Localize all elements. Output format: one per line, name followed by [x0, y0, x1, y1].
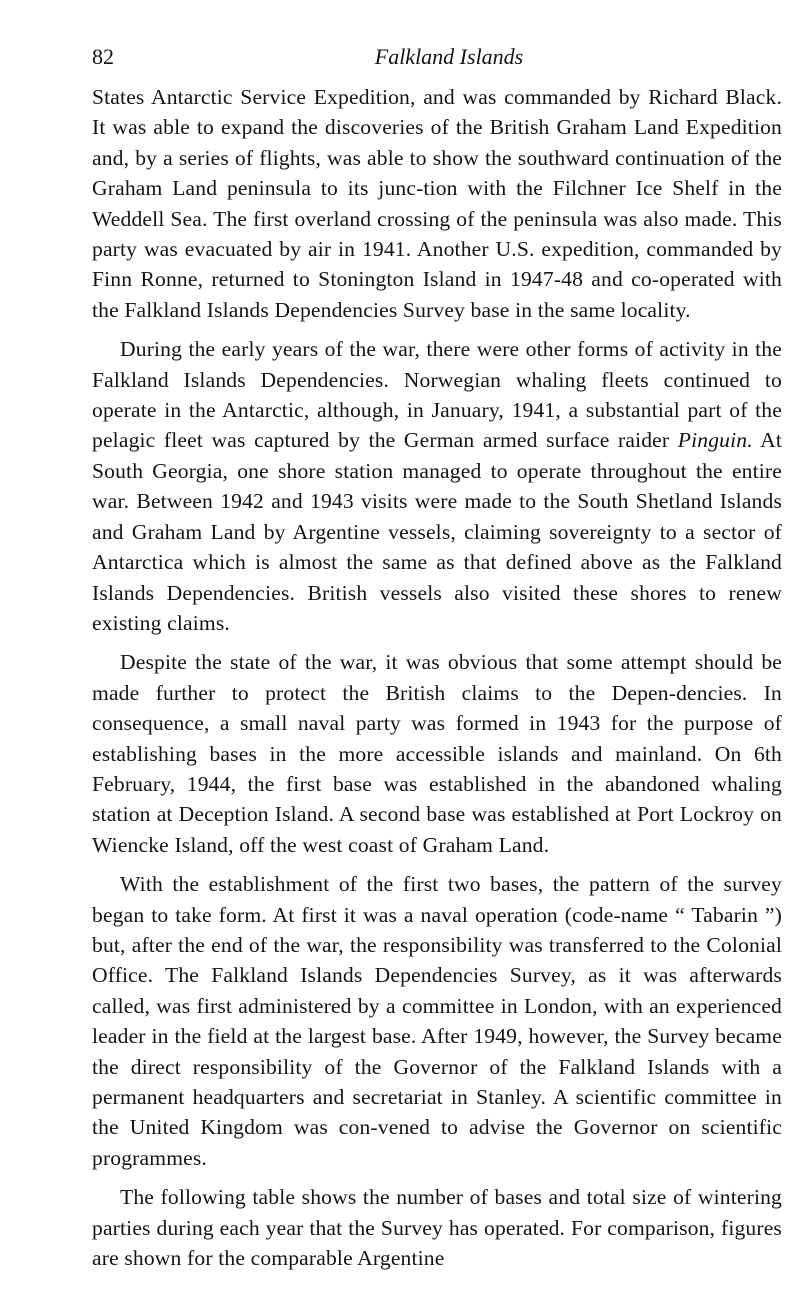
- paragraph-text: At South Georgia, one shore station managed to operate throughout the entire war. Between 1942 and 1943 visits were made to the South Shetland Islands and Graham Land by Argentine vessels, claiming sovereignty to a sector of Antarctica which is almost the same as that defined above as the Falkland Islands Dependencies. British vessels also visited these shores to renew existing claims.: [92, 428, 782, 635]
- paragraph-war-activity: [92, 334, 782, 638]
- body-text: [92, 82, 782, 1282]
- ship-name-italic: Pinguin.: [677, 428, 753, 453]
- running-head: [92, 44, 782, 78]
- paragraph-continuation: States Antarctic Service Expedition, and was commanded by Richard Black. It was able to expand the discoveries of the British Graham Land Expedition and, by a series of flights, was able to show the southward continuation of the Graham Land peninsula to its junc-tion with the Filchner Ice Shelf in the Weddell Sea. The first overland crossing of the peninsula was also made. This party was evacuated by air in 1941. Another U.S. expedition, commanded by Finn Ronne, returned to Stonington Island in 1947-48 and co-operated with the Falkland Islands Dependencies Survey base in the same locality.: [92, 85, 782, 322]
- book-title: Falkland Islands: [374, 44, 524, 69]
- paragraph-table-intro: The following table shows the number of bases and total size of wintering parties during each year that the Survey has operated. For comparison, figures are shown for the comparable Argentine: [92, 1185, 782, 1271]
- paragraph-text: During the early years of the war, there were other forms of activity in the Falkland Islands Dependencies. Norwegian whaling fleets continued to operate in the Antarctic, although, in January, 1941, a substantial part of the pelagic fleet was captured by the German armed surface raider: [92, 337, 782, 453]
- page-number: 82: [92, 44, 114, 69]
- paragraph-survey-establishment: With the establishment of the first two bases, the pattern of the survey began to take form. At first it was a naval operation (code-name “ Tabarin ”) but, after the end of the war, the responsibility was transferred to the Colonial Office. The Falkland Islands Dependencies Survey, as it was afterwards called, was first administered by a committee in London, with an experienced leader in the field at the largest base. After 1949, however, the Survey became the direct responsibility of the Governor of the Falkland Islands with a permanent headquarters and secretariat in Stanley. A scientific committee in the United Kingdom was con-vened to advise the Governor on scientific programmes.: [92, 872, 782, 1170]
- paragraph-naval-party: Despite the state of the war, it was obvious that some attempt should be made further to protect the British claims to the Depen-dencies. In consequence, a small naval party was formed in 1943 for the purpose of establishing bases in the more accessible islands and mainland. On 6th February, 1944, the first base was established in the abandoned whaling station at Deception Island. A second base was established at Port Lockroy on Wiencke Island, off the west coast of Graham Land.: [92, 650, 782, 857]
